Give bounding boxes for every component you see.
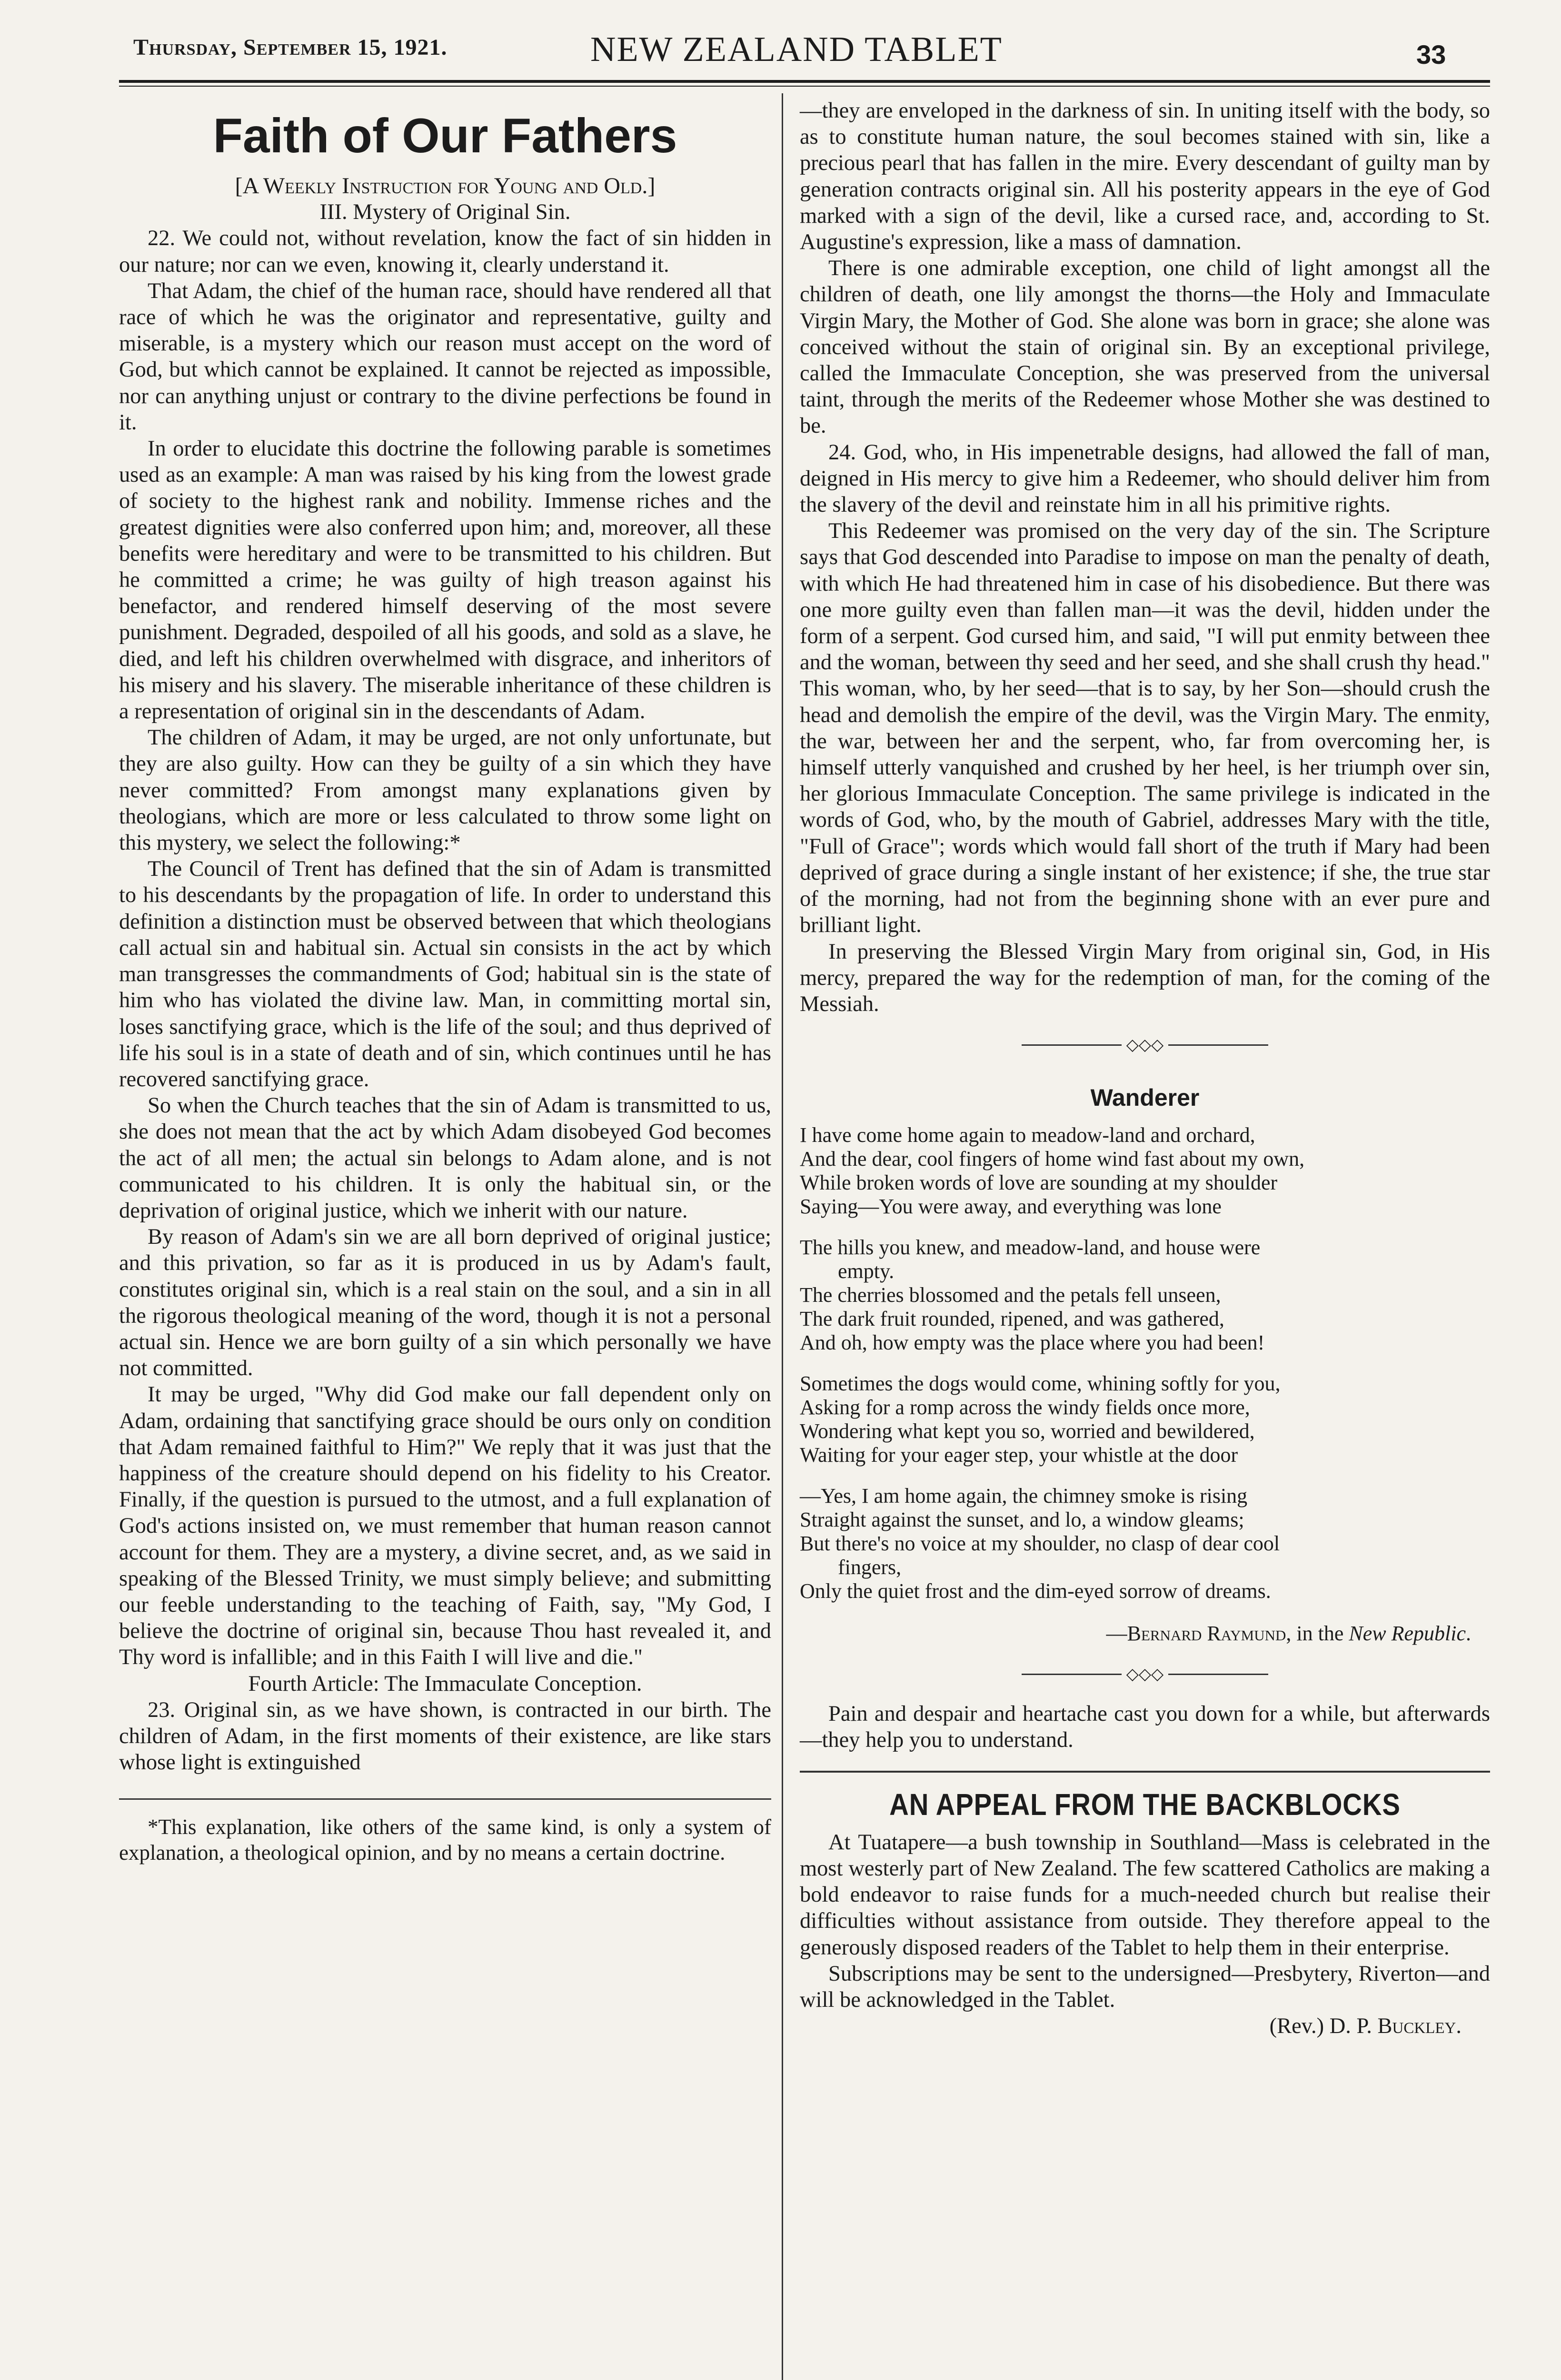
appeal-section <box>800 1787 1490 2040</box>
paragraph-children: The children of Adam, it may be urged, are not only unfortunate, but they are also guilty. How can they be guilty of a sin which they have never committed? From amongst many explanations given by theologians, which are more or less calculated to throw some light on this mystery, we select the following:* <box>119 725 771 855</box>
paragraph-adam: That Adam, the chief of the human race, should have rendered all that race of which he was the originator and representative, guilty and miserable, is a mystery which our reason must accept on the word of God, but which cannot be explained. It cannot be rejected as impossible, nor can anything unjust or contrary to the divine perfections be found in it. <box>119 278 771 435</box>
poem-title: Wanderer <box>1090 1084 1200 1111</box>
poem-line: Only the quiet frost and the dim-eyed sorrow of dreams. <box>800 1579 1271 1603</box>
header-rule-thin <box>119 86 1490 87</box>
appeal-paragraph-2: Subscriptions may be sent to the undersigned—Presbytery, Riverton—and will be acknowledged in the Tablet. <box>800 1961 1490 2013</box>
poem-line: Sometimes the dogs would come, whining softly for you, <box>800 1372 1281 1396</box>
poem-line: And the dear, cool fingers of home wind fast about my own, <box>800 1147 1305 1171</box>
poem-line: The dark fruit rounded, ripened, and was gathered, <box>800 1307 1224 1331</box>
poem-line: And oh, how empty was the place where you had been! <box>800 1331 1265 1355</box>
poem-stanza <box>800 1123 1490 1219</box>
poem-stanza <box>800 1372 1490 1467</box>
article-title: Faith of Our Fathers <box>213 109 677 163</box>
poem-line: —Yes, I am home again, the chimney smoke is rising <box>800 1484 1248 1508</box>
paragraph-24: 24. God, who, in His impenetrable designs, had allowed the fall of man, deigned in His mercy to give him a Redeemer, who should deliver him from the slavery of the devil and reinstate him in all his primitive rights. <box>800 440 1490 517</box>
right-column <box>800 98 1490 2040</box>
appeal-signer: (Rev.) D. P. Buckley. <box>1269 2014 1462 2039</box>
poem-line: Waiting for your eager step, your whistle at the door <box>800 1443 1238 1467</box>
paragraph-preserving: In preserving the Blessed Virgin Mary from original sin, God, in His mercy, prepared the way for the redemption of man, for the coming of the Messiah. <box>800 939 1490 1016</box>
paragraph-22: 22. We could not, without revelation, know the fact of sin hidden in our nature; nor can we even, knowing it, clearly understand it. <box>119 226 771 277</box>
footnote-rule <box>119 1798 771 1800</box>
masthead: NEW ZEALAND TABLET <box>590 30 1003 69</box>
paragraph-exception: There is one admirable exception, one child of light amongst all the children of death, one lily amongst the thorns—the Holy and Immaculate Virgin Mary, the Mother of God. She alone was born in grace; she alone was conceived without the stain of original sin. By an exceptional privilege, called the Immaculate Conception, she was preserved from the universal taint, through the merits of the Redeemer whose Mother she was destined to be. <box>800 256 1490 438</box>
diamond-ornament-icon: ◇◇◇ <box>1126 1666 1164 1684</box>
poem-line: The hills you knew, and meadow-land, and house were <box>800 1236 1261 1259</box>
paragraph-23: 23. Original sin, as we have shown, is contracted in our birth. The children of Adam, in the first moments of their existence, are like stars whose light is extinguished <box>119 1697 771 1775</box>
poem-line: I have come home again to meadow-land and orchard, <box>800 1123 1255 1147</box>
paragraph-parable: In order to elucidate this doctrine the following parable is sometimes used as an example: A man was raised by his king from the lowest grade of society to the highest rank and nobility. Immense riches and the greatest dignities were also conferred upon him; and, moreover, all these benefits were hereditary and were to be transmitted to his children. But he committed a crime; he was guilty of high treason against his benefactor, and rendered himself deserving of the most severe punishment. Degraded, despoiled of all his goods, and sold as a slave, he died, and left his children overwhelmed with disgrace, and inheritors of his misery and his slavery. The miserable inheritance of these children is a representation of original sin in the descendants of Adam. <box>119 436 771 724</box>
poem-ornament <box>800 1660 1490 1687</box>
poem-line: While broken words of love are sounding at my shoulder <box>800 1171 1278 1195</box>
appeal-paragraph-1: At Tuatapere—a bush township in Southland—Mass is celebrated in the most westerly part of New Zealand. The few scattered Catholics are making a bold endeavor to raise funds for a much-needed church but realise their difficulties without assistance from outside. They therefore appeal to the generously disposed readers of the Tablet to help them in their enterprise. <box>800 1830 1490 1960</box>
diamond-ornament-icon: ◇◇◇ <box>1126 1036 1164 1054</box>
poem-source: New Republic <box>1349 1622 1466 1646</box>
left-column <box>119 98 771 1865</box>
section-ornament <box>800 1031 1490 1058</box>
poem-body <box>800 1123 1490 1603</box>
article-subtitle: [A Weekly Instruction for Young and Old.] <box>235 173 656 198</box>
appeal-rule <box>800 1771 1490 1773</box>
paragraph-urged: It may be urged, "Why did God make our fall dependent only on Adam, ordaining that sanctifying grace should be ours only on condition that Adam remained faithful to Him?" We reply that it was just that the happiness of the creature should depend on his fidelity to his Creator. Finally, if the question is pursued to the utmost, and a full explanation of God's actions insisted on, we must remember that human reason cannot account for them. They are a mystery, a divine secret, and, as we said in speaking of the Blessed Trinity, we must simply believe; and submitting our feeble understanding to the teaching of Faith, say, "My God, I believe the doctrine of original sin, because Thou hast revealed it, and Thy word is infallible; and in this Faith I will live and die." <box>119 1382 771 1670</box>
paragraph-church: So when the Church teaches that the sin of Adam is transmitted to us, she does not mean that the act by which Adam disobeyed God becomes the act of all men; the actual sin belongs to Adam alone, and is not communicated to his children. It is only the habitual sin, or the deprivation of original justice, which we inherit with our nature. <box>119 1093 771 1223</box>
poem-line: Straight against the sunset, and lo, a window gleams; <box>800 1508 1244 1532</box>
poem-line: Wondering what kept you so, worried and bewildered, <box>800 1419 1255 1443</box>
poem-line: fingers, <box>838 1556 902 1579</box>
paragraph-23-continued: —they are enveloped in the darkness of sin. In uniting itself with the body, so as to constitute human nature, the soul becomes stained with sin, like a precious pearl that has fallen in the mire. Every descendant of guilty man by generation contracts original sin. All his posterity appears in the eye of God marked with a sign of the devil, like a cursed race, and, according to St. Augustine's expression, like a mass of damnation. <box>800 99 1490 255</box>
section-heading: III. Mystery of Original Sin. <box>319 200 571 225</box>
poem-line: empty. <box>838 1259 895 1283</box>
poem-line: The cherries blossomed and the petals fell unseen, <box>800 1283 1221 1307</box>
fourth-article-heading: Fourth Article: The Immaculate Conception. <box>248 1671 642 1696</box>
paragraph-reason: By reason of Adam's sin we are all born deprived of original justice; and this privation, so far as it is produced in us by Adam's fault, constitutes original sin, which is a real stain on the soul, and a sin in all the rigorous theological meaning of the word, though it is not a personal actual sin. Hence we are born guilty of a sin which personally we have not committed. <box>119 1225 771 1381</box>
appeal-title: AN APPEAL FROM THE BACKBLOCKS <box>889 1787 1401 1822</box>
poem-line: Asking for a romp across the windy fields once more, <box>800 1396 1250 1419</box>
poem-author: Bernard Raymund <box>1127 1622 1286 1646</box>
paragraph-redeemer: This Redeemer was promised on the very day of the sin. The Scripture says that God descended into Paradise to impose on man the penalty of death, with which He had threatened him in case of his disobedience. But there was one more guilty even than fallen man—it was the devil, hidden under the form of a serpent. God cursed him, and said, "I will put enmity between thee and the woman, between thy seed and her seed, and she shall crush thy head." This woman, who, by her seed—that is to say, by her Son—should crush the head and demolish the empire of the devil, was the Virgin Mary. The enmity, the war, between her and the serpent, who, far from overcoming her, is himself utterly vanquished and crushed by her heel, is her triumph over sin, her glorious Immaculate Conception. The same privilege is indicated in the words of God, who, by the mouth of Gabriel, addresses Mary with the title, "Full of Grace"; words which would fall short of the truth if Mary had been deprived of grace during a single instant of her existence; if she, the true star of the morning, had not from the beginning shone with an ever pure and brilliant light. <box>800 519 1490 938</box>
poem-line: Saying—You were away, and everything was lone <box>800 1195 1222 1219</box>
poem-attribution: —Bernard Raymund, in the New Republic. <box>1106 1622 1471 1646</box>
column-divider <box>782 93 783 2380</box>
paragraph-council: The Council of Trent has defined that the sin of Adam is transmitted to his descendants by the propagation of life. In order to understand this definition a distinction must be observed between that which theologians call actual sin and habitual sin. Actual sin consists in the act by which man transgresses the commandments of God; habitual sin is the state of him who has violated the divine law. Man, in committing mortal sin, loses sanctifying grace, which is the life of the soul; and thus deprived of life his soul is in a state of death and of sin, which continues until he has recovered sanctifying grace. <box>119 857 771 1091</box>
poem-line: But there's no voice at my shoulder, no clasp of dear cool <box>800 1532 1280 1556</box>
poem-stanza <box>800 1236 1490 1355</box>
pain-quote: Pain and despair and heartache cast you down for a while, but afterwards—they help you to understand. <box>800 1702 1490 1753</box>
issue-date: Thursday, September 15, 1921. <box>133 35 447 60</box>
header-rule <box>119 80 1490 83</box>
footnote: *This explanation, like others of the same kind, is only a system of explanation, a theological opinion, and by no means a certain doctrine. <box>119 1815 771 1865</box>
page-number: 33 <box>1416 40 1446 69</box>
poem-stanza <box>800 1484 1490 1603</box>
